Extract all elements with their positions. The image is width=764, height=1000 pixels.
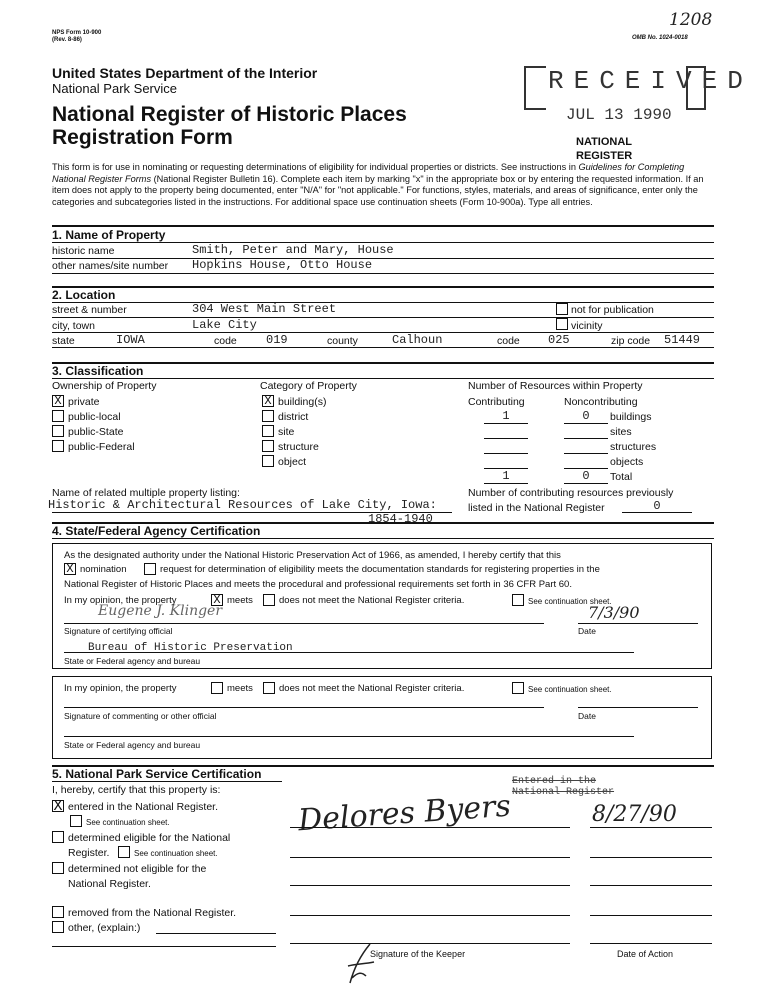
form-subtitle: Registration Form [52, 126, 233, 149]
resource-label-structures: structures [610, 441, 657, 453]
nomination-checkbox[interactable]: X [64, 563, 76, 575]
not-eligible-label: determined not eligible for the [68, 863, 207, 875]
instructions: This form is for use in nominating or requesting determinations of eligibility for individual properties or districts. See instructions in Guidelines for Completing National Register Forms (National Register Bulletin 16). Complete each item by marking "x" in the appropriate box or by entering the requested information. If an item does not apply to the property being documented, enter "N/A" for "not applicable." For functions, styles, materials, and areas of significance, enter only the categories and subcategories listed in the instructions. For additional space use continuation sheets (Form 10-900a). Type all entries. [52, 162, 704, 207]
contributing-total[interactable]: 1 [484, 470, 528, 484]
certification-para-3: National Register of Historic Places and meets the procedural and professional requirements set forth in 36 CFR Part 60. [64, 579, 572, 590]
other-label: other, (explain:) [68, 922, 141, 934]
state-code-label: code [214, 335, 237, 347]
resources-heading: Number of Resources within Property [468, 380, 643, 392]
removed-checkbox[interactable] [52, 906, 64, 918]
street-value[interactable]: 304 West Main Street [192, 302, 337, 316]
determined-eligible-checkbox[interactable] [52, 831, 64, 843]
meets2-checkbox[interactable] [211, 682, 223, 694]
commenting-date-label: Date [578, 711, 596, 721]
omb-number: OMB No. 1024-0018 [632, 35, 688, 41]
section-2-heading: 2. Location [52, 288, 116, 302]
category-site-label: site [278, 426, 295, 438]
agency2-label: State or Federal agency and bureau [64, 740, 201, 750]
keeper-date: 8/27/90 [592, 802, 677, 827]
category-district-label: district [278, 411, 309, 423]
noncontributing-buildings[interactable]: 0 [564, 410, 608, 424]
does-not-meet2-label: does not meet the National Register criteria. [279, 683, 465, 694]
keeper-signature: Delores Byers [297, 788, 512, 839]
opinion2-label: In my opinion, the property [64, 683, 177, 694]
noncontributing-heading: Noncontributing [564, 396, 638, 408]
multiple-listing-line1[interactable]: Historic & Architectural Resources of Lake City, Iowa: [48, 498, 437, 512]
category-district-checkbox[interactable] [262, 410, 274, 422]
other-names-value[interactable]: Hopkins House, Otto House [192, 258, 373, 272]
contributing-heading: Contributing [468, 396, 525, 408]
stamp-date: JUL 13 1990 [566, 106, 672, 124]
eligible-continuation-label: See continuation sheet. [134, 849, 218, 858]
ownership-public-local-label: public-local [68, 411, 121, 423]
county-value[interactable]: Calhoun [392, 333, 443, 347]
keeper-signature-label: Signature of the Keeper [370, 949, 466, 959]
ownership-private-label: private [68, 396, 100, 408]
ownership-public-state-label: public-State [68, 426, 124, 438]
vicinity-checkbox[interactable] [556, 318, 568, 330]
does-not-meet2-checkbox[interactable] [263, 682, 275, 694]
form-title: National Register of Historic Places [52, 103, 407, 126]
entered-checkbox[interactable]: X [53, 798, 63, 815]
category-building-checkbox[interactable]: X [262, 395, 274, 407]
eligible-continuation-checkbox[interactable] [118, 846, 130, 858]
not-eligible-checkbox[interactable] [52, 862, 64, 874]
ownership-public-federal-checkbox[interactable] [52, 440, 64, 452]
ownership-private-checkbox[interactable]: X [52, 395, 64, 407]
other-checkbox[interactable] [52, 921, 64, 933]
entered-continuation-checkbox[interactable] [70, 815, 82, 827]
section-3-heading: 3. Classification [52, 364, 144, 378]
contributing-objects[interactable] [484, 455, 528, 469]
contributing-sites[interactable] [484, 425, 528, 439]
certifying-date: 7/3/90 [588, 603, 640, 622]
commenting-signature-label: Signature of commenting or other official [64, 711, 217, 721]
determined-eligible-label: determined eligible for the National [68, 832, 231, 844]
keeper-initials-mark [340, 938, 380, 988]
service-name: National Park Service [52, 81, 177, 96]
street-label: street & number [52, 304, 127, 316]
category-site-checkbox[interactable] [262, 425, 274, 437]
certification-para-1: As the designated authority under the National Historic Preservation Act of 1966, as amended, I hereby certify that this [64, 550, 561, 561]
contributing-buildings[interactable]: 1 [484, 410, 528, 424]
county-code-value[interactable]: 025 [548, 333, 570, 347]
zip-value[interactable]: 51449 [664, 333, 701, 347]
stamp-received: RECEIVED [548, 66, 753, 96]
category-object-checkbox[interactable] [262, 455, 274, 467]
state-value[interactable]: IOWA [116, 333, 145, 347]
noncontributing-structures[interactable] [564, 440, 608, 454]
resource-label-objects: objects [610, 456, 644, 468]
opinion-label: In my opinion, the property [64, 595, 177, 606]
date-of-action-label: Date of Action [617, 949, 674, 959]
agency-value[interactable]: Bureau of Historic Preservation [88, 642, 293, 654]
does-not-meet-label: does not meet the National Register criteria. [279, 595, 465, 606]
state-code-value[interactable]: 019 [266, 333, 288, 347]
see-continuation-checkbox-4b[interactable] [512, 682, 524, 694]
previously-listed-label-2: listed in the National Register [468, 502, 605, 514]
section-4-heading: 4. State/Federal Agency Certification [52, 524, 261, 538]
see-continuation-checkbox-4a[interactable] [512, 594, 524, 606]
form-revision: (Rev. 8-86) [52, 37, 82, 43]
multiple-listing-label: Name of related multiple property listing: [52, 487, 240, 499]
ownership-public-federal-label: public-Federal [68, 441, 135, 453]
not-eligible-label-2: National Register. [68, 878, 151, 890]
zip-label: zip code [611, 335, 651, 347]
previously-listed-value[interactable]: 0 [622, 500, 692, 513]
department-name: United States Department of the Interior [52, 65, 318, 81]
certification-para-2: request for determination of eligibility meets the documentation standards for registering properties in the [160, 564, 600, 575]
determined-eligible-label-2: Register. [68, 847, 110, 859]
certify-label: I, hereby, certify that this property is: [52, 784, 221, 796]
meets2-label: meets [227, 683, 253, 694]
ownership-public-state-checkbox[interactable] [52, 425, 64, 437]
stamp-register: REGISTER [576, 150, 633, 162]
noncontributing-total[interactable]: 0 [564, 470, 608, 484]
nomination-label: nomination [80, 564, 127, 575]
city-label: city, town [52, 320, 95, 332]
handwritten-number: 1208 [669, 10, 713, 30]
request-determination-checkbox[interactable] [144, 563, 156, 575]
meets-label: meets [227, 595, 253, 606]
vicinity-label: vicinity [571, 320, 603, 332]
noncontributing-objects[interactable] [564, 455, 608, 469]
city-value[interactable]: Lake City [192, 318, 257, 332]
resource-label-buildings: buildings [610, 411, 652, 423]
category-structure-checkbox[interactable] [262, 440, 274, 452]
category-object-label: object [278, 456, 307, 468]
certifying-signature: Eugene J. Klinger [98, 603, 223, 619]
category-building-label: building(s) [278, 396, 327, 408]
not-for-publication-label: not for publication [571, 304, 654, 316]
agency-label: State or Federal agency and bureau [64, 656, 201, 666]
meets-checkbox[interactable]: X [211, 594, 223, 606]
noncontributing-sites[interactable] [564, 425, 608, 439]
removed-label: removed from the National Register. [68, 907, 237, 919]
multiple-listing-line2[interactable]: 1854-1940 [368, 512, 433, 526]
county-label: county [327, 335, 358, 347]
certifying-date-label: Date [578, 626, 596, 636]
certifying-signature-label: Signature of certifying official [64, 626, 173, 636]
state-label: state [52, 335, 75, 347]
section-5-heading: 5. National Park Service Certification [52, 767, 262, 781]
previously-listed-label-1: Number of contributing resources previously [468, 487, 674, 499]
category-structure-label: structure [278, 441, 319, 453]
entered-label: entered in the National Register. [68, 801, 219, 813]
ownership-public-local-checkbox[interactable] [52, 410, 64, 422]
resource-label-sites: sites [610, 426, 632, 438]
not-for-publication-checkbox[interactable] [556, 303, 568, 315]
ownership-heading: Ownership of Property [52, 380, 157, 392]
county-code-label: code [497, 335, 520, 347]
see-continuation-label-4a: See continuation sheet. [528, 597, 612, 606]
section-1-heading: 1. Name of Property [52, 228, 166, 242]
other-names-label: other names/site number [52, 260, 169, 272]
stamp-national: NATIONAL [576, 136, 633, 148]
entered-continuation-label: See continuation sheet. [86, 818, 170, 827]
see-continuation-label-4b: See continuation sheet. [528, 685, 612, 694]
entered-stamp: Entered in the National Register [512, 776, 615, 798]
historic-name-label: historic name [52, 245, 115, 257]
does-not-meet-checkbox[interactable] [263, 594, 275, 606]
contributing-structures[interactable] [484, 440, 528, 454]
category-heading: Category of Property [260, 380, 357, 392]
historic-name-value[interactable]: Smith, Peter and Mary, House [192, 243, 394, 257]
form-number: NPS Form 10-900 [52, 30, 102, 36]
received-stamp [524, 62, 753, 162]
resource-label-total: Total [610, 471, 633, 483]
